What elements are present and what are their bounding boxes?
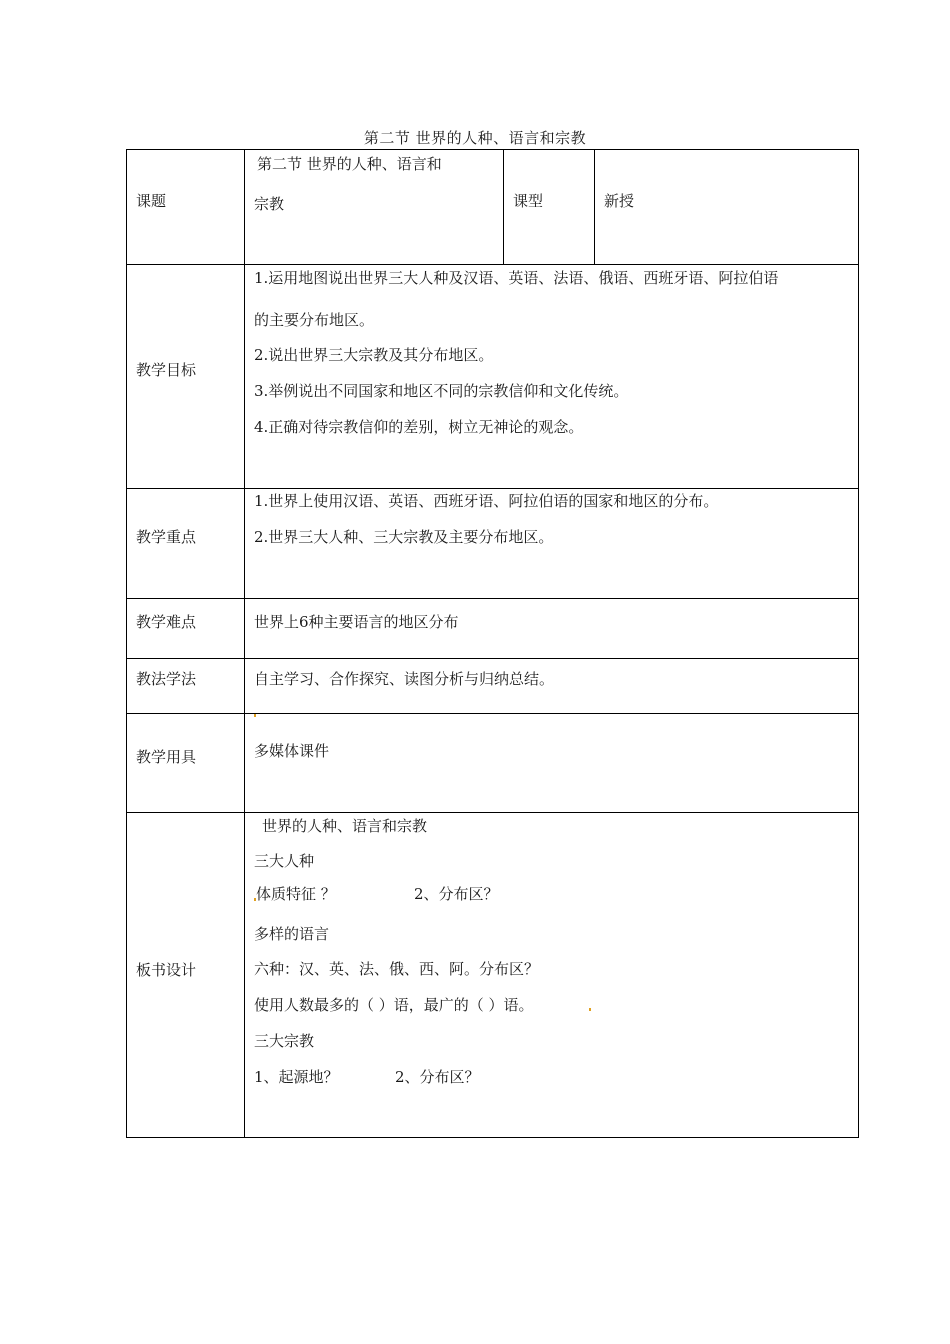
board-label: 板书设计 <box>136 961 197 979</box>
page-title: 第二节 世界的人种、语言和宗教 <box>363 129 587 147</box>
objective-line: 4.正确对待宗教信仰的差别，树立无神论的观念。 <box>254 418 584 436</box>
objective-line: 3.举例说出不同国家和地区不同的宗教信仰和文化传统。 <box>254 382 629 400</box>
board-races-q1: 体质特征 ？ <box>256 885 336 903</box>
table-border-bottom <box>126 1137 859 1138</box>
row-divider <box>126 264 859 265</box>
board-lang-most: 使用人数最多的（ ）语，最广的（ ）语。 <box>254 996 534 1014</box>
key-point-line: 1.世界上使用汉语、英语、西班牙语、阿拉伯语的国家和地区的分布。 <box>254 492 719 510</box>
table-border-left <box>126 149 127 1138</box>
methods-value: 自主学习、合作探究、读图分析与归纳总结。 <box>254 670 555 688</box>
difficulties-value: 世界上6种主要语言的地区分布 <box>254 613 459 631</box>
topic-label: 课题 <box>136 192 167 210</box>
board-title: 世界的人种、语言和宗教 <box>262 817 428 835</box>
topic-value-cont: 宗教 <box>254 195 285 213</box>
difficulties-label: 教学难点 <box>136 613 197 631</box>
key-points-label: 教学重点 <box>136 528 197 546</box>
tools-value: 多媒体课件 <box>254 742 330 760</box>
lesson-type-label: 课型 <box>513 192 544 210</box>
label-column-divider <box>244 149 245 1138</box>
stray-mark <box>589 1008 591 1011</box>
board-religion-q2: 2、分布区？ <box>395 1068 480 1086</box>
header-cell-divider <box>594 149 595 265</box>
board-religion-q1: 1、起源地？ <box>254 1068 339 1086</box>
tools-label: 教学用具 <box>136 748 197 766</box>
board-lang-heading: 多样的语言 <box>254 925 330 943</box>
row-divider <box>126 713 859 714</box>
board-lang-six: 六种：汉、英、法、俄、西、阿。分布区？ <box>254 960 540 978</box>
table-border-top <box>126 149 859 150</box>
table-border-right <box>858 149 859 1138</box>
key-point-line: 2.世界三大人种、三大宗教及主要分布地区。 <box>254 528 554 546</box>
stray-mark <box>254 714 256 717</box>
lesson-type-value: 新授 <box>604 192 635 210</box>
board-races-q2: 2、分布区？ <box>414 885 499 903</box>
board-races-heading: 三大人种 <box>254 852 315 870</box>
header-cell-divider <box>503 149 504 265</box>
objective-line: 的主要分布地区。 <box>254 311 375 329</box>
objective-line: 1.运用地图说出世界三大人种及汉语、英语、法语、俄语、西班牙语、阿拉伯语 <box>254 269 779 287</box>
objective-line: 2.说出世界三大宗教及其分布地区。 <box>254 346 494 364</box>
topic-value: 第二节 世界的人种、语言和 <box>257 155 442 173</box>
row-divider <box>126 812 859 813</box>
row-divider <box>126 598 859 599</box>
methods-label: 教法学法 <box>136 670 197 688</box>
row-divider <box>126 488 859 489</box>
row-divider <box>126 658 859 659</box>
board-religion-heading: 三大宗教 <box>254 1032 315 1050</box>
objectives-label: 教学目标 <box>136 361 197 379</box>
